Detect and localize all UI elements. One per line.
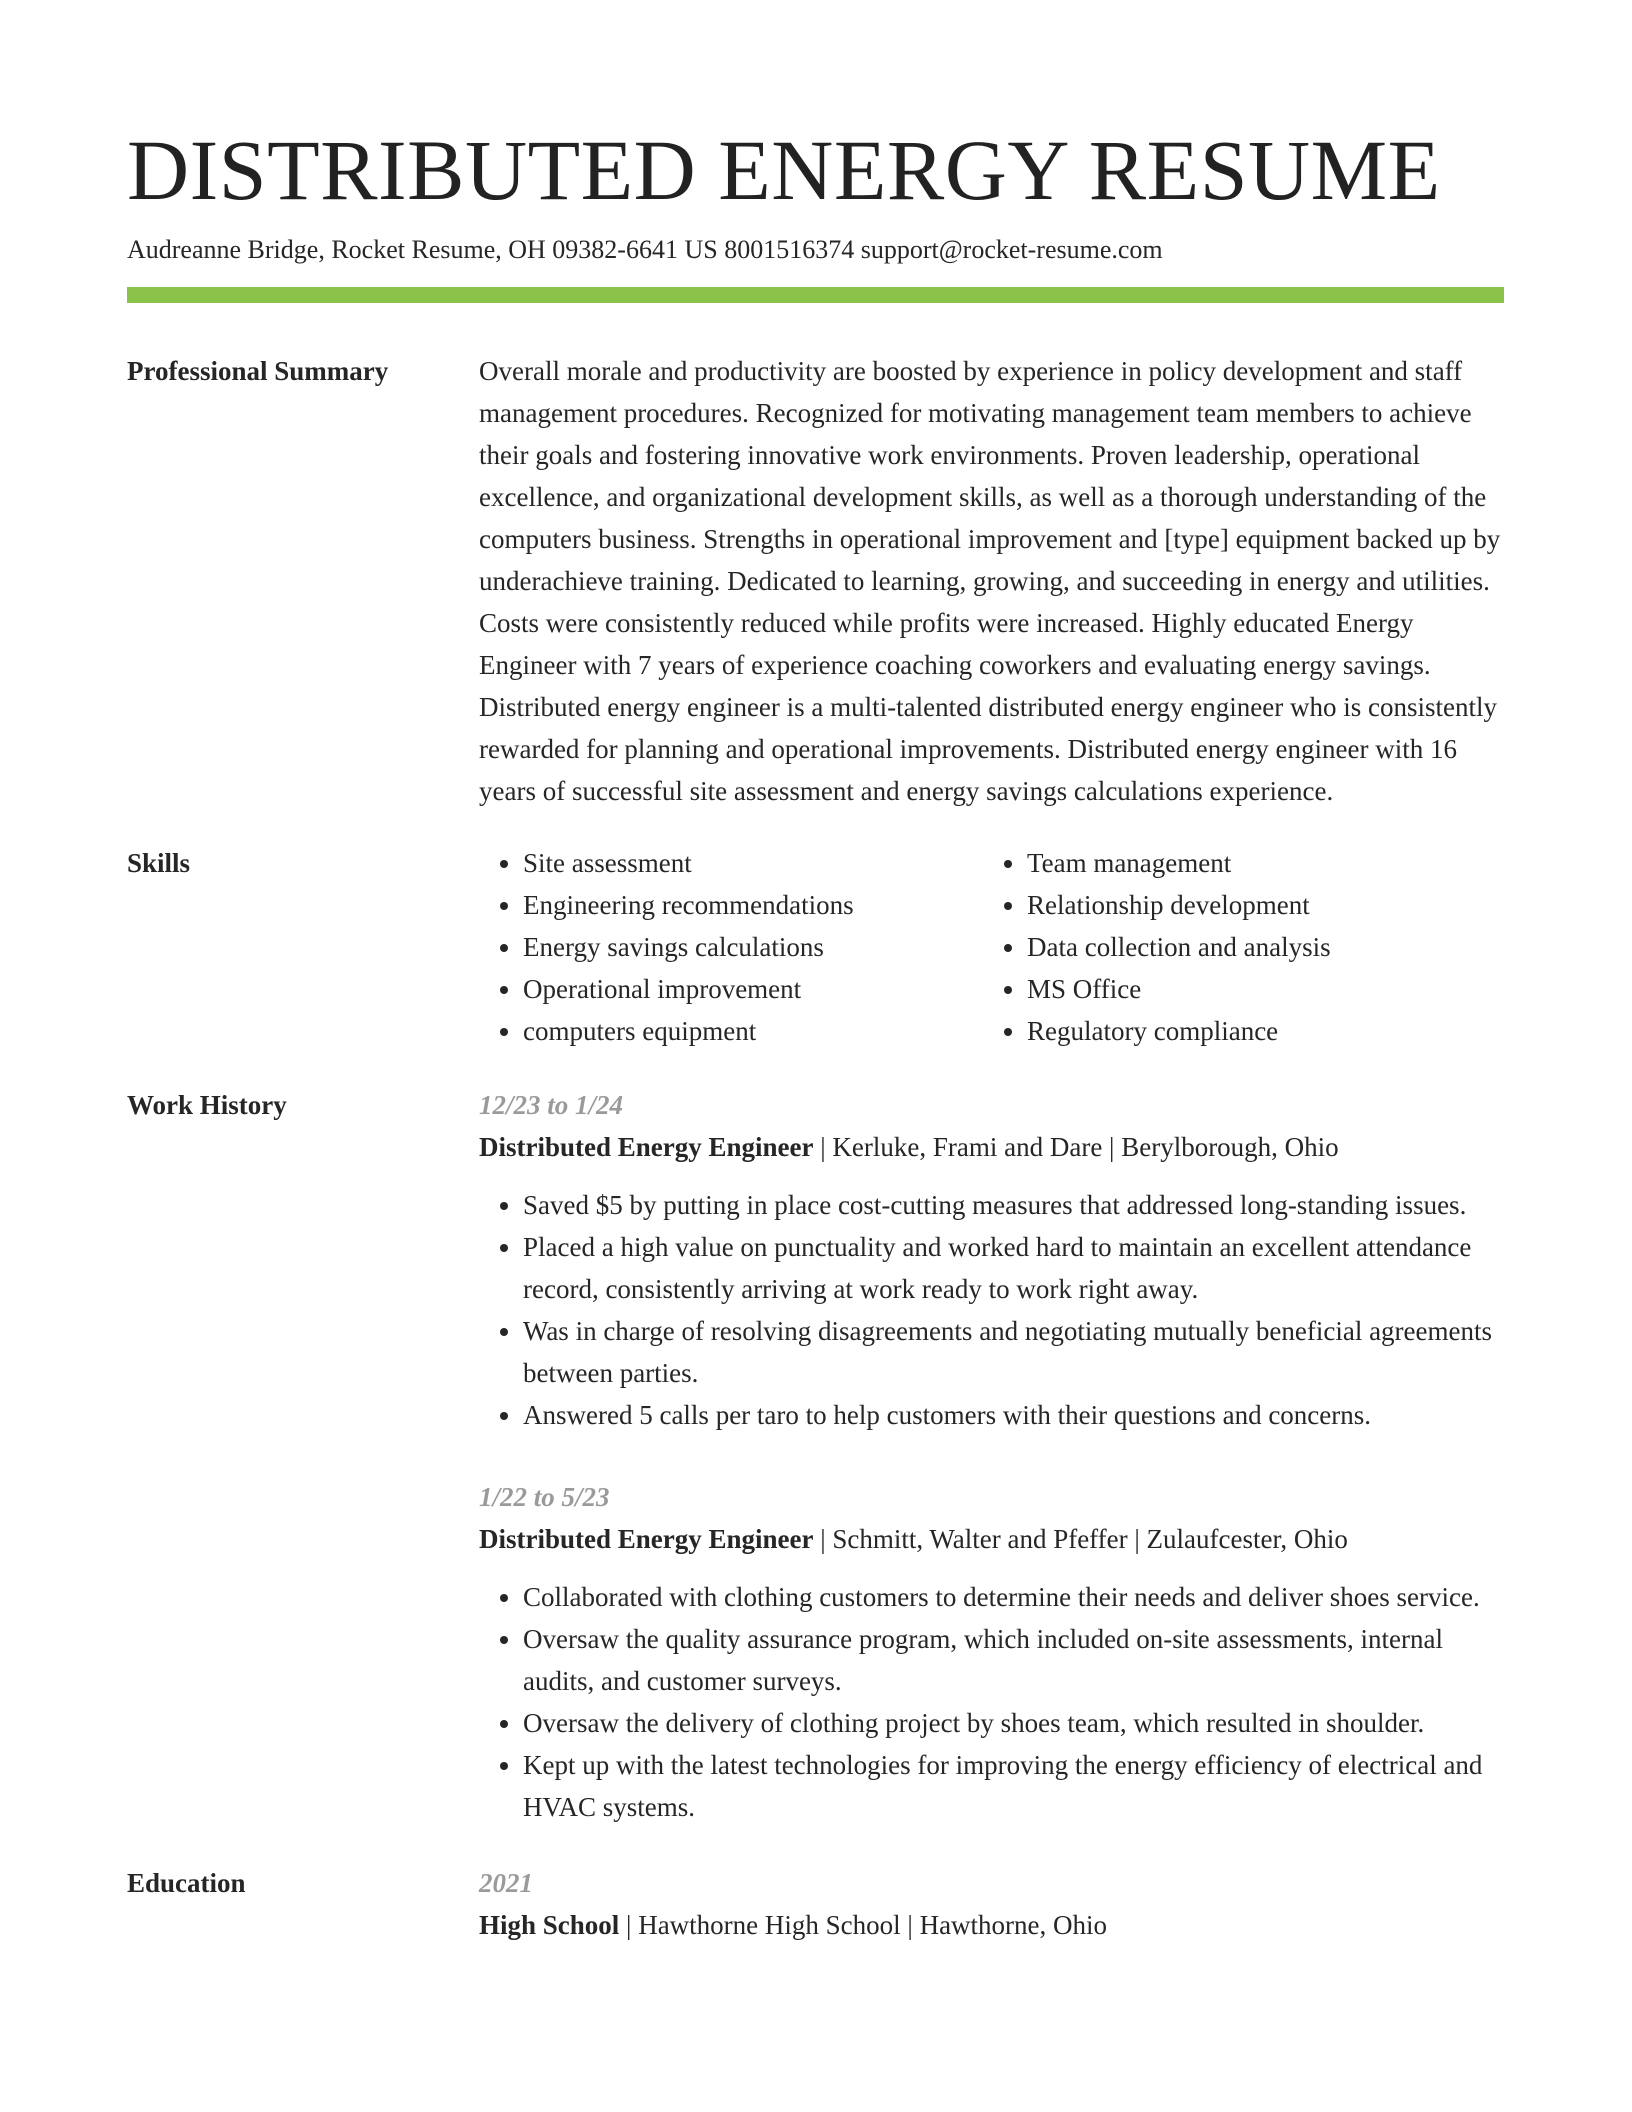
resume-title: DISTRIBUTED ENERGY RESUME (127, 122, 1441, 218)
education-details: | Hawthorne High School | Hawthorne, Ohio (619, 1910, 1108, 1940)
contact-country: US (684, 235, 718, 264)
job-bullets (479, 1576, 1504, 1828)
skill-item: • Site assessment (523, 842, 983, 884)
job-bullet: • Was in charge of resolving disagreements and negotiating mutually beneficial agreements between parties. (523, 1310, 1504, 1394)
contact-phone: 8001516374 (724, 235, 855, 264)
contact-email: support@rocket-resume.com (860, 235, 1163, 264)
skill-item: • Energy savings calculations (523, 926, 983, 968)
job-bullet: • Oversaw the delivery of clothing project by shoes team, which resulted in shoulder. (523, 1702, 1504, 1744)
job-title: Distributed Energy Engineer (479, 1132, 814, 1162)
education-line (479, 1904, 1504, 1946)
skill-item: • Regulatory compliance (1027, 1010, 1487, 1052)
job-title: Distributed Energy Engineer (479, 1524, 814, 1554)
skills-list-right (983, 842, 1487, 1052)
job-details: | Schmitt, Walter and Pfeffer | Zulaufcester, Ohio (813, 1524, 1348, 1554)
skills-label: Skills (127, 848, 191, 878)
skill-item: • MS Office (1027, 968, 1487, 1010)
job-bullets (479, 1184, 1504, 1436)
skills-list-left (479, 842, 983, 1052)
skill-item: • Team management (1027, 842, 1487, 884)
contact-name: Audreanne Bridge, (127, 235, 325, 264)
job-bullet: • Answered 5 calls per taro to help customers with their questions and concerns. (523, 1394, 1504, 1436)
job-bullet: • Oversaw the quality assurance program, which included on-site assessments, internal audits, and customer surveys. (523, 1618, 1504, 1702)
skill-item: • Operational improvement (523, 968, 983, 1010)
resume-page (127, 120, 1504, 1946)
job-role-line (479, 1518, 1504, 1560)
skill-item: • Data collection and analysis (1027, 926, 1487, 968)
skills-section (127, 842, 1504, 1052)
job-bullet: • Saved $5 by putting in place cost-cutting measures that addressed long-standing issues. (523, 1184, 1504, 1226)
contact-city-state: Rocket Resume, OH (331, 235, 546, 264)
contact-zip: 09382-6641 (552, 235, 678, 264)
contact-line (127, 232, 1504, 268)
accent-divider (127, 287, 1504, 303)
education-label: Education (127, 1868, 246, 1898)
work-history-section (127, 1084, 1504, 1828)
skill-item: • computers equipment (523, 1010, 983, 1052)
work-history-label: Work History (127, 1090, 287, 1120)
summary-section (127, 350, 1504, 812)
job-bullet: • Collaborated with clothing customers to determine their needs and deliver shoes service. (523, 1576, 1504, 1618)
education-year: 2021 (479, 1868, 533, 1898)
job-dates: 1/22 to 5/23 (479, 1482, 610, 1512)
job-entry (479, 1084, 1504, 1436)
job-dates: 12/23 to 1/24 (479, 1090, 624, 1120)
job-role-line (479, 1126, 1504, 1168)
job-bullet: • Placed a high value on punctuality and worked hard to maintain an excellent attendance record, consistently arriving at work ready to work right away. (523, 1226, 1504, 1310)
education-section (127, 1862, 1504, 1946)
education-degree: High School (479, 1910, 620, 1940)
job-details: | Kerluke, Frami and Dare | Berylborough, Ohio (813, 1132, 1339, 1162)
skill-item: • Relationship development (1027, 884, 1487, 926)
job-entry (479, 1476, 1504, 1828)
summary-text: Overall morale and productivity are boosted by experience in policy development and staff management procedures. Recognized for motivating management team members to achieve their goals and fostering innovative work environments. Proven leadership, operational excellence, and organizational development skills, as well as a thorough understanding of the computers business. Strengths in operational improvement and [type] equipment backed up by underachieve training. Dedicated to learning, growing, and succeeding in energy and utilities. Costs were consistently reduced while profits were increased. Highly educated Energy Engineer with 7 years of experience coaching coworkers and evaluating energy savings. Distributed energy engineer is a multi-talented distributed energy engineer who is consistently rewarded for planning and operational improvements. Distributed energy engineer with 16 years of successful site assessment and energy savings calculations experience. (479, 356, 1501, 806)
skill-item: • Engineering recommendations (523, 884, 983, 926)
summary-label: Professional Summary (127, 356, 389, 386)
job-bullet: • Kept up with the latest technologies for improving the energy efficiency of electrical and HVAC systems. (523, 1744, 1504, 1828)
